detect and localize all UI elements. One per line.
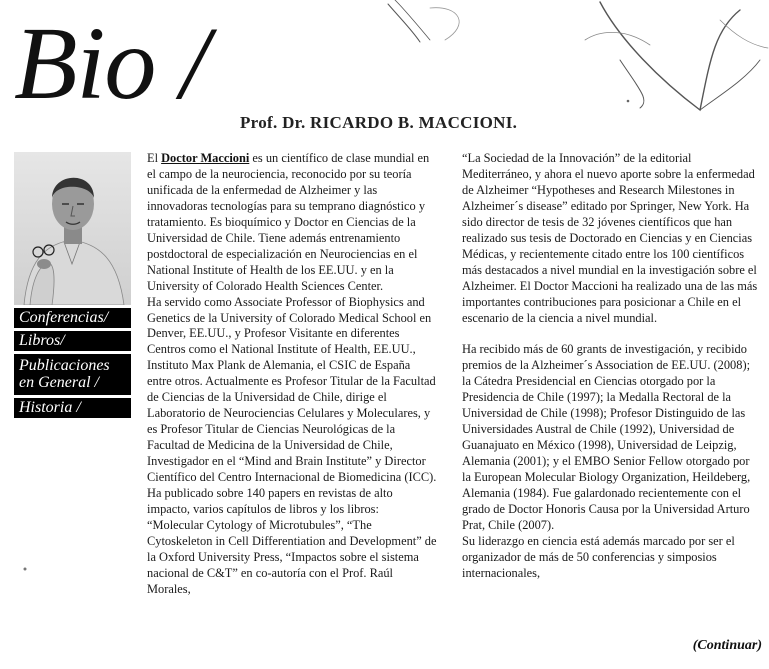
nav-conferencias[interactable]: Conferencias/ — [14, 308, 131, 328]
intro-prefix: El — [147, 151, 162, 165]
continue-link[interactable]: (Continuar) — [692, 638, 762, 653]
bio-paragraph-6: Su liderazgo en ciencia está además marcado por ser el organizador de más de 50 conferencias y simposios internacionales, — [462, 533, 735, 580]
nav-libros[interactable]: Libros/ — [14, 331, 131, 351]
bio-paragraph-4: “La Sociedad de la Innovación” de la editorial Mediterráneo, y ahora el nuevo aporte sobre la enfermedad de Alzheimer “Hypotheses and Research Milestones in Alzheimer´s disease” editado por Springer, New York. Ha sido director de tesis de 32 jóvenes científicos que han realizado sus tesis de Doctorado en Ciencias y en Ciencias Médicas, y recientemente citado entre los 100 científicos más destacados a nivel mundial en la investigación sobre el Alzheimer. El Doctor Maccioni ha realizado una de las más importantes contribuciones para posicionar a Chile en el escenario de la ciencia a nivel mundial. — [462, 151, 758, 325]
page-title: Bio / — [14, 6, 209, 121]
paragraph-spacer — [462, 326, 758, 342]
bio-paragraph-1 — [147, 151, 437, 295]
side-navigation — [14, 308, 131, 421]
doctor-maccioni-link[interactable]: Doctor Maccioni — [161, 151, 250, 165]
nav-publicaciones-line1: Publicaciones — [19, 357, 110, 374]
bio-paragraph-5: Ha recibido más de 60 grants de investigación, y recibido premios de la Alzheimer´s Association de EE.UU. (2008); la Cátedra Presidencial en Ciencias otorgado por la Presidencia de Chile (1997); la Medalla Rectoral de la Universidad de Chile (1998); Profesor Distinguido de las Universidades Austral de Chile (1992), Universidad de Guanajuato en México (1998), Universidad de Leipzig, Alemania (2001); y el EMBO Senior Fellow otorgado por la European Molecular Biology Organization, Heildeberg, Alemania (1984). Fue galardonado recientemente con el grado de Doctor Honoris Causa por la Universidad Arturo Prat, Chile (2007). — [462, 342, 751, 532]
bio-paragraph-2: Ha servido como Associate Professor of Biophysics and Genetics de la University of Colorado Medical School en Denver, EE.UU., y Profesor Visitante en diferentes Centros como el National Institute of Health, EE.UU., Instituto Max Plank de Alemania, el CSIC de España entre otros. Actualmente es Profesor Titular de la Facultad de Ciencias de la Universidad de Chile, dirige el Laboratorio de Neurociencias Celulares y Moleculares, y es Profesor Titular de Ciencias Neurológicas de la Facultad de Medicina de la Universidad de Chile, Investigador en el “Mind and Brain Institute” y Director Científico del Centro Internacional de Biomedicina (ICC). — [147, 294, 437, 485]
bio-paragraph-3: Ha publicado sobre 140 papers en revistas de alto impacto, varios capítulos de libros y los libros: “Molecular Cytology of Microtubules”, “The Cytoskeleton in Cell Differentiation and Development” de la Oxford University Press, “Impactos sobre el sistema nacional de C&T” en co-autoría con el Prof. Raúl Morales, — [147, 486, 437, 596]
bio-paragraph-1-text: es un científico de clase mundial en el campo de la neurociencia, reconocido por su teoría unificada de la enfermedad de Alzheimer y las innovadoras tecnologías para su temprano diagnóstico y tratamiento. Es bioquímico y Doctor en Ciencias de la Universidad de Chile. Tiene además entrenamiento postdoctoral de especialización en Neurociencias en el National Institute of Health de los EE.UU. y en la University of Colorado Health Sciences Center. — [147, 151, 430, 293]
bio-column-1 — [147, 151, 437, 598]
portrait-photo — [14, 152, 131, 305]
nav-historia[interactable]: Historia / — [14, 398, 131, 418]
bio-column-2 — [462, 151, 758, 582]
page-subtitle: Prof. Dr. RICARDO B. MACCIONI. — [240, 113, 518, 132]
nav-publicaciones[interactable] — [14, 354, 131, 395]
nav-publicaciones-line2: en General / — [19, 374, 99, 391]
